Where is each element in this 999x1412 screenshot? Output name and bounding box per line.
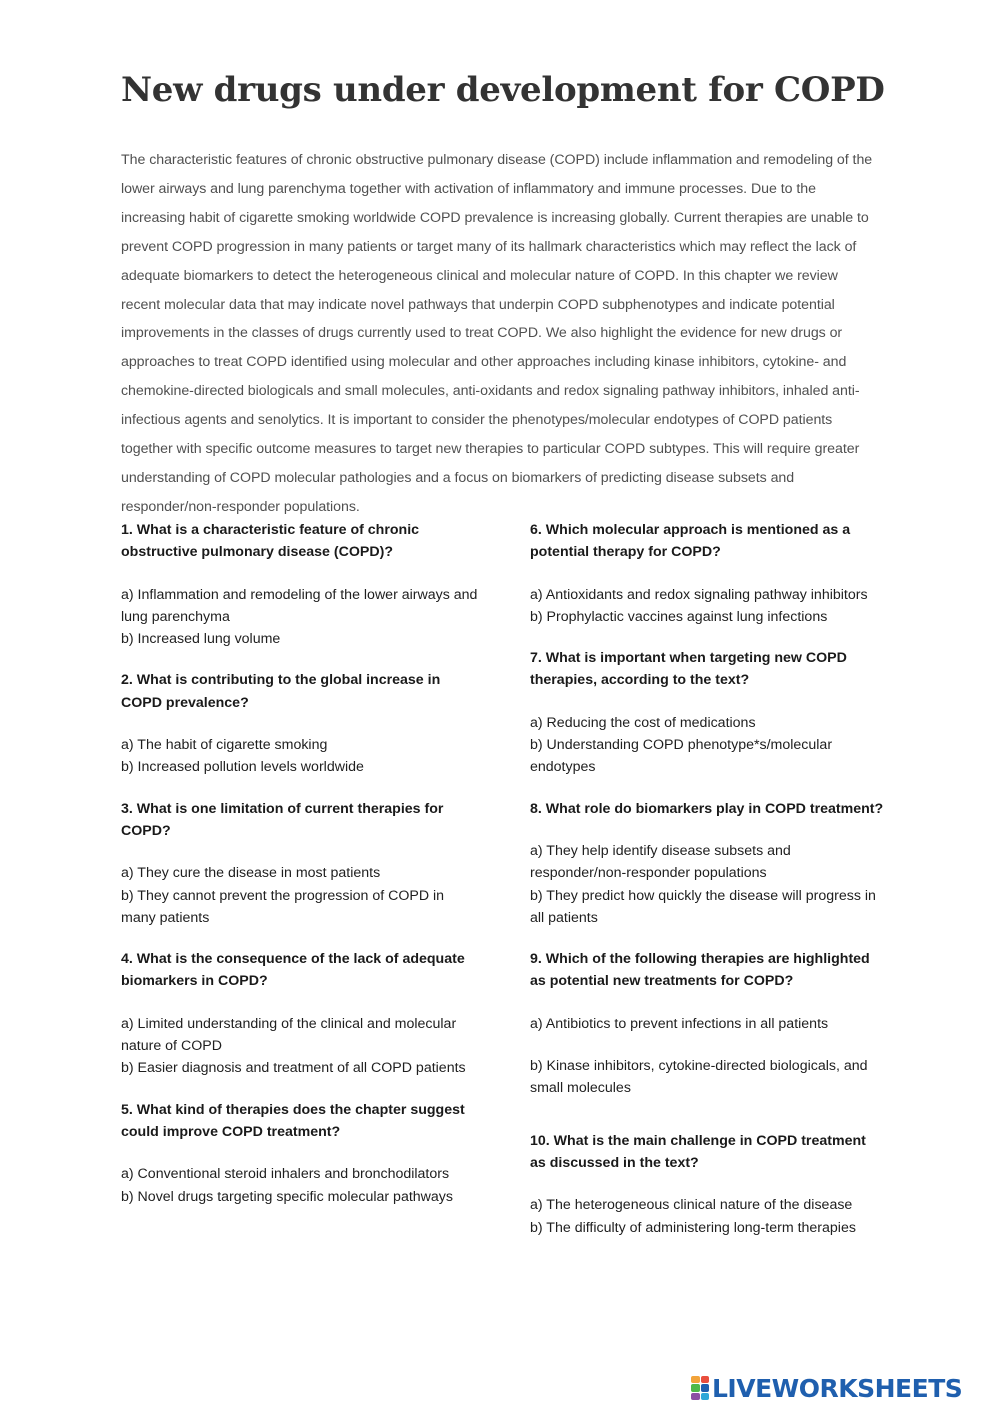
question-3 — [121, 798, 481, 929]
option-a: a) The heterogeneous clinical nature of the disease — [530, 1197, 853, 1214]
option-a: a) Limited understanding of the clinical and molecular nature of COPD — [121, 1015, 457, 1055]
question-text: 2. What is contributing to the global increase in COPD prevalence? — [121, 672, 441, 711]
question-text: 8. What role do biomarkers play in COPD treatment? — [530, 800, 884, 817]
question-text: 7. What is important when targeting new COPD therapies, according to the text? — [530, 650, 847, 689]
option-b: b) They cannot prevent the progression of COPD in many patients — [121, 887, 445, 926]
option-b: b) Increased pollution levels worldwide — [121, 759, 364, 776]
logo-text: LIVEWORKSHEETS — [712, 1373, 963, 1403]
question-text: 6. Which molecular approach is mentioned as a potential therapy for COPD? — [530, 522, 851, 561]
question-text: 3. What is one limitation of current therapies for COPD? — [121, 800, 444, 839]
question-4 — [121, 948, 481, 1079]
option-b: b) Increased lung volume — [121, 631, 281, 648]
liveworksheets-logo-icon — [691, 1376, 709, 1400]
option-b: b) They predict how quickly the disease will progress in all patients — [530, 887, 876, 926]
logo-block — [701, 1376, 710, 1383]
question-10 — [530, 1130, 885, 1239]
question-1 — [121, 519, 481, 650]
logo-block — [691, 1384, 700, 1391]
question-text: 5. What kind of therapies does the chapter suggest could improve COPD treatment? — [121, 1101, 465, 1140]
liveworksheets-logo — [691, 1373, 962, 1403]
question-6 — [530, 519, 885, 628]
option-b: b) Easier diagnosis and treatment of all COPD patients — [121, 1060, 466, 1077]
option-a: a) Antioxidants and redox signaling pathway inhibitors — [530, 586, 868, 603]
option-b: b) Understanding COPD phenotype*s/molecular endotypes — [530, 737, 833, 776]
logo-block — [691, 1393, 700, 1400]
logo-block — [701, 1384, 710, 1391]
questions-left-column — [121, 519, 481, 1227]
question-text: 4. What is the consequence of the lack of adequate biomarkers in COPD? — [121, 951, 465, 990]
question-text: 10. What is the main challenge in COPD treatment as discussed in the text? — [530, 1132, 866, 1171]
option-a: a) Inflammation and remodeling of the lower airways and lung parenchyma — [121, 586, 478, 625]
page-title: New drugs under development for COPD — [121, 70, 885, 110]
question-8 — [530, 798, 885, 929]
option-b: b) The difficulty of administering long-term therapies — [530, 1219, 856, 1236]
question-7 — [530, 647, 885, 778]
option-a: a) They help identify disease subsets and responder/non-responder populations — [530, 842, 791, 882]
option-a: a) Antibiotics to prevent infections in all patients — [530, 1015, 829, 1032]
question-9 — [530, 948, 885, 1099]
option-b: b) Prophylactic vaccines against lung infections — [530, 608, 828, 625]
question-5 — [121, 1099, 481, 1208]
logo-block — [701, 1393, 710, 1400]
option-a: a) They cure the disease in most patients — [121, 865, 381, 882]
intro-paragraph: The characteristic features of chronic obstructive pulmonary disease (COPD) include inflammation and remodeling of the lower airways and lung parenchyma together with activation of inflammatory and immune processes. Due to the increasing habit of cigarette smoking worldwide COPD prevalence is increasing globally. Current therapies are unable to prevent COPD progression in many patients or target many of its hallmark characteristics which may reflect the lack of adequate biomarkers to detect the heterogeneous clinical and molecular nature of COPD. In this chapter we review recent molecular data that may indicate novel pathways that underpin COPD subphenotypes and indicate potential improvements in the classes of drugs currently used to treat COPD. We also highlight the evidence for new drugs or approaches to treat COPD identified using molecular and other approaches including kinase inhibitors, cytokine- and chemokine-directed biologicals and small molecules, anti-oxidants and redox signaling pathway inhibitors, inhaled anti-infectious agents and senolytics. It is important to consider the phenotypes/molecular endotypes of COPD patients together with specific outcome measures to target new therapies to particular COPD subtypes. This will require greater understanding of COPD molecular pathologies and a focus on biomarkers of predicting disease subsets and responder/non-responder populations. — [121, 152, 873, 515]
question-text: 1. What is a characteristic feature of chronic obstructive pulmonary disease (COPD)? — [121, 522, 420, 561]
option-b: b) Kinase inhibitors, cytokine-directed biologicals, and small molecules — [530, 1058, 868, 1097]
option-a: a) Reducing the cost of medications — [530, 714, 756, 731]
question-text: 9. Which of the following therapies are highlighted as potential new treatments for COPD? — [530, 951, 870, 990]
question-2 — [121, 669, 481, 778]
questions-right-column — [530, 519, 885, 1258]
option-b: b) Novel drugs targeting specific molecular pathways — [121, 1188, 453, 1205]
option-a: a) The habit of cigarette smoking — [121, 737, 328, 754]
option-a: a) Conventional steroid inhalers and bronchodilators — [121, 1166, 450, 1183]
logo-block — [691, 1376, 700, 1383]
